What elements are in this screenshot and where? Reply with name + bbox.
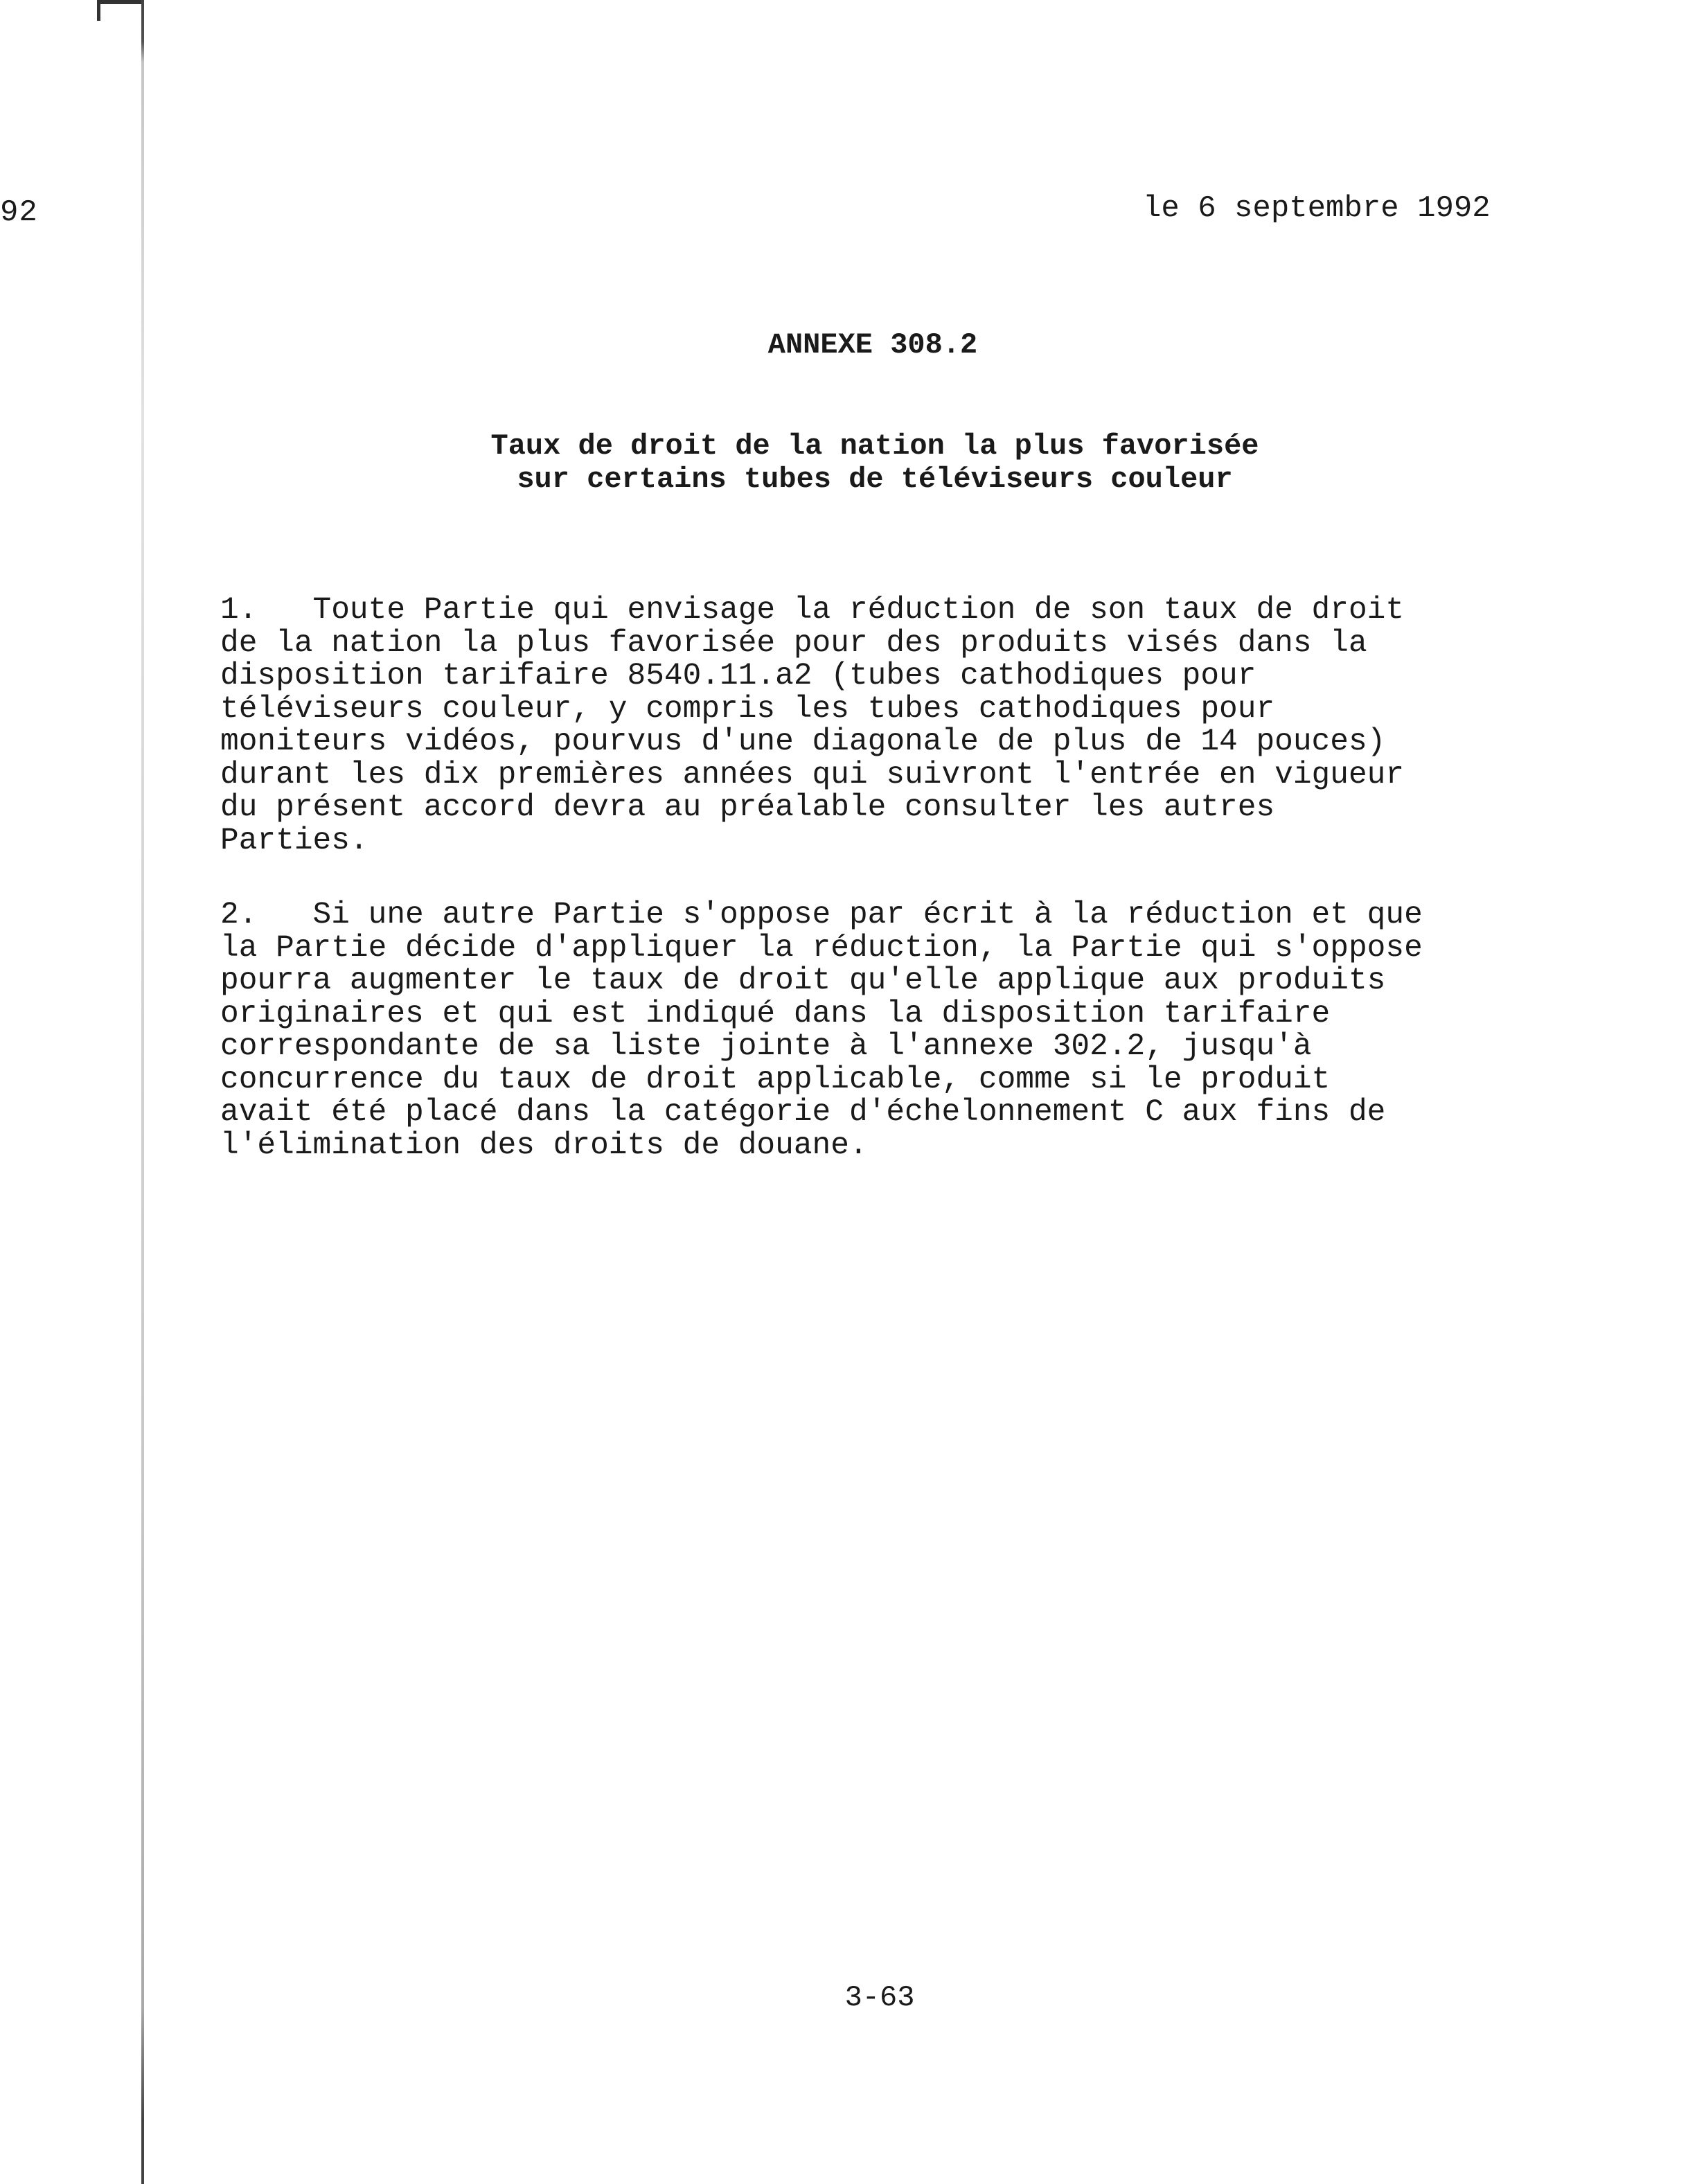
paragraph-line: moniteurs vidéos, pourvus d'une diagonale de plus de 14 pouces) (220, 725, 1386, 759)
paragraph-line: disposition tarifaire 8540.11.a2 (tubes cathodiques pour (220, 659, 1256, 693)
paragraph-line: téléviseurs couleur, y compris les tubes cathodiques pour (220, 691, 1275, 727)
paragraph-line: pourra augmenter le taux de droit qu'elle applique aux produits (220, 964, 1386, 998)
document-date: le 6 septembre 1992 (1143, 191, 1491, 226)
paragraph-line: originaires et qui est indiqué dans la disposition tarifaire (220, 996, 1331, 1031)
paragraph-line: durant les dix premières années qui suivront l'entrée en vigueur (220, 757, 1405, 792)
subtitle-line: sur certains tubes de téléviseurs couleur (517, 463, 1233, 496)
binding-edge-line (141, 0, 144, 2184)
paragraph-line: l'élimination des droits de douane. (220, 1128, 868, 1163)
subtitle-line: Taux de droit de la nation la plus favorisée (490, 429, 1259, 463)
paragraph-line: 1. Toute Partie qui envisage la réduction de son taux de droit (220, 593, 1405, 628)
paragraph-line: 2. Si une autre Partie s'oppose par écrit à la réduction et que (220, 898, 1423, 932)
annex-subtitle (428, 429, 1322, 496)
page-number: 3-63 (844, 1981, 915, 2014)
paragraph-line: Parties. (220, 823, 368, 858)
scan-corner-mark-vertical (97, 0, 100, 21)
paragraph-line: de la nation la plus favorisée pour des produits visés dans la (220, 625, 1367, 661)
paragraph-line: correspondante de sa liste jointe à l'annexe 302.2, jusqu'à (220, 1029, 1312, 1064)
paragraph-line: la Partie décide d'appliquer la réduction, la Partie qui s'oppose (220, 930, 1423, 966)
annex-title: ANNEXE 308.2 (767, 328, 978, 362)
paragraph-2 (220, 899, 1564, 1162)
paragraph-1 (220, 594, 1564, 858)
paragraph-line: du présent accord devra au préalable consulter les autres (220, 790, 1275, 825)
paragraph-line: concurrence du taux de droit applicable, comme si le produit (220, 1062, 1331, 1097)
scan-corner-mark (97, 0, 141, 4)
paragraph-line: avait été placé dans la catégorie d'échelonnement C aux fins de (220, 1095, 1386, 1130)
margin-page-fragment: 92 (0, 195, 38, 230)
